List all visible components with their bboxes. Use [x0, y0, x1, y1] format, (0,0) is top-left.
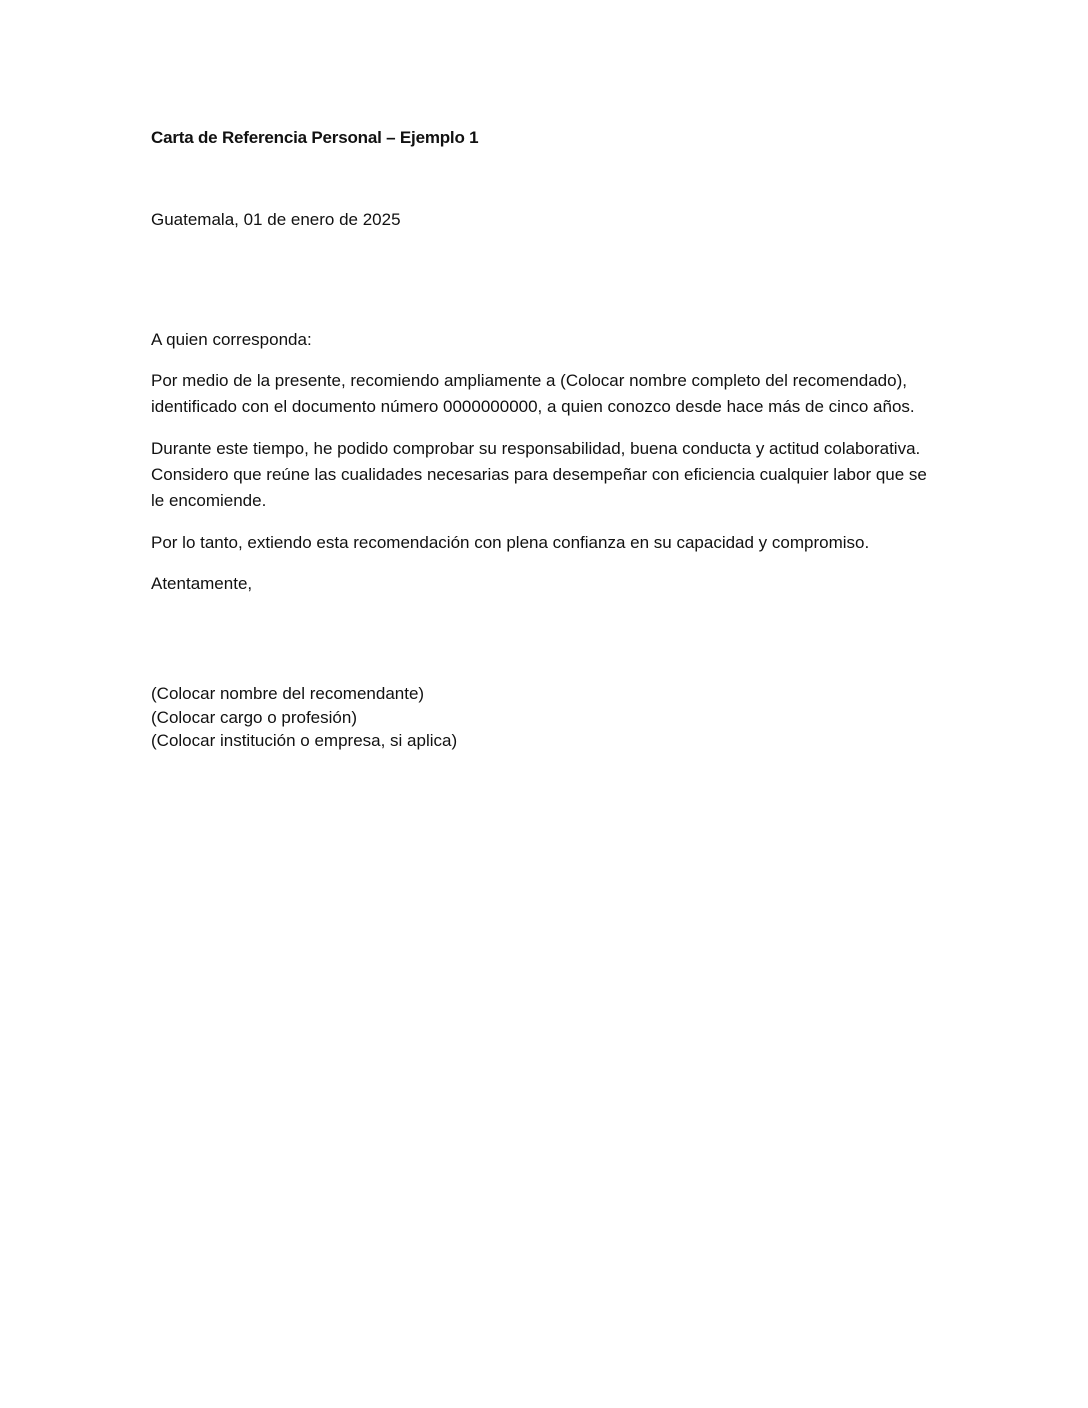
paragraph-recommendation: Por medio de la presente, recomiendo ampliamente a (Colocar nombre completo del recomendado), identificado con el documento número 0000000000, a quien conozco desde hace más de cinco años.: [151, 371, 915, 416]
signature-block: [151, 682, 941, 753]
letter-salutation: A quien corresponda:: [151, 330, 312, 349]
signature-position: (Colocar cargo o profesión): [151, 707, 357, 727]
signature-institution: (Colocar institución o empresa, si aplica): [151, 731, 458, 750]
paragraph-qualities: Durante este tiempo, he podido comprobar su responsabilidad, buena conducta y actitud colaborativa. Considero que reúne las cualidades necesarias para desempeñar con eficiencia cualquier labor que se le encomiende.: [151, 439, 927, 510]
signature-name: (Colocar nombre del recomendante): [151, 684, 425, 703]
paragraph-conclusion: Por lo tanto, extiendo esta recomendación con plena confianza en su capacidad y compromiso.: [151, 533, 870, 552]
letter-closing: Atentamente,: [151, 574, 253, 593]
letter-date: Guatemala, 01 de enero de 2025: [151, 210, 401, 229]
letter-body: [151, 126, 941, 753]
letter-title: Carta de Referencia Personal – Ejemplo 1: [151, 128, 479, 147]
